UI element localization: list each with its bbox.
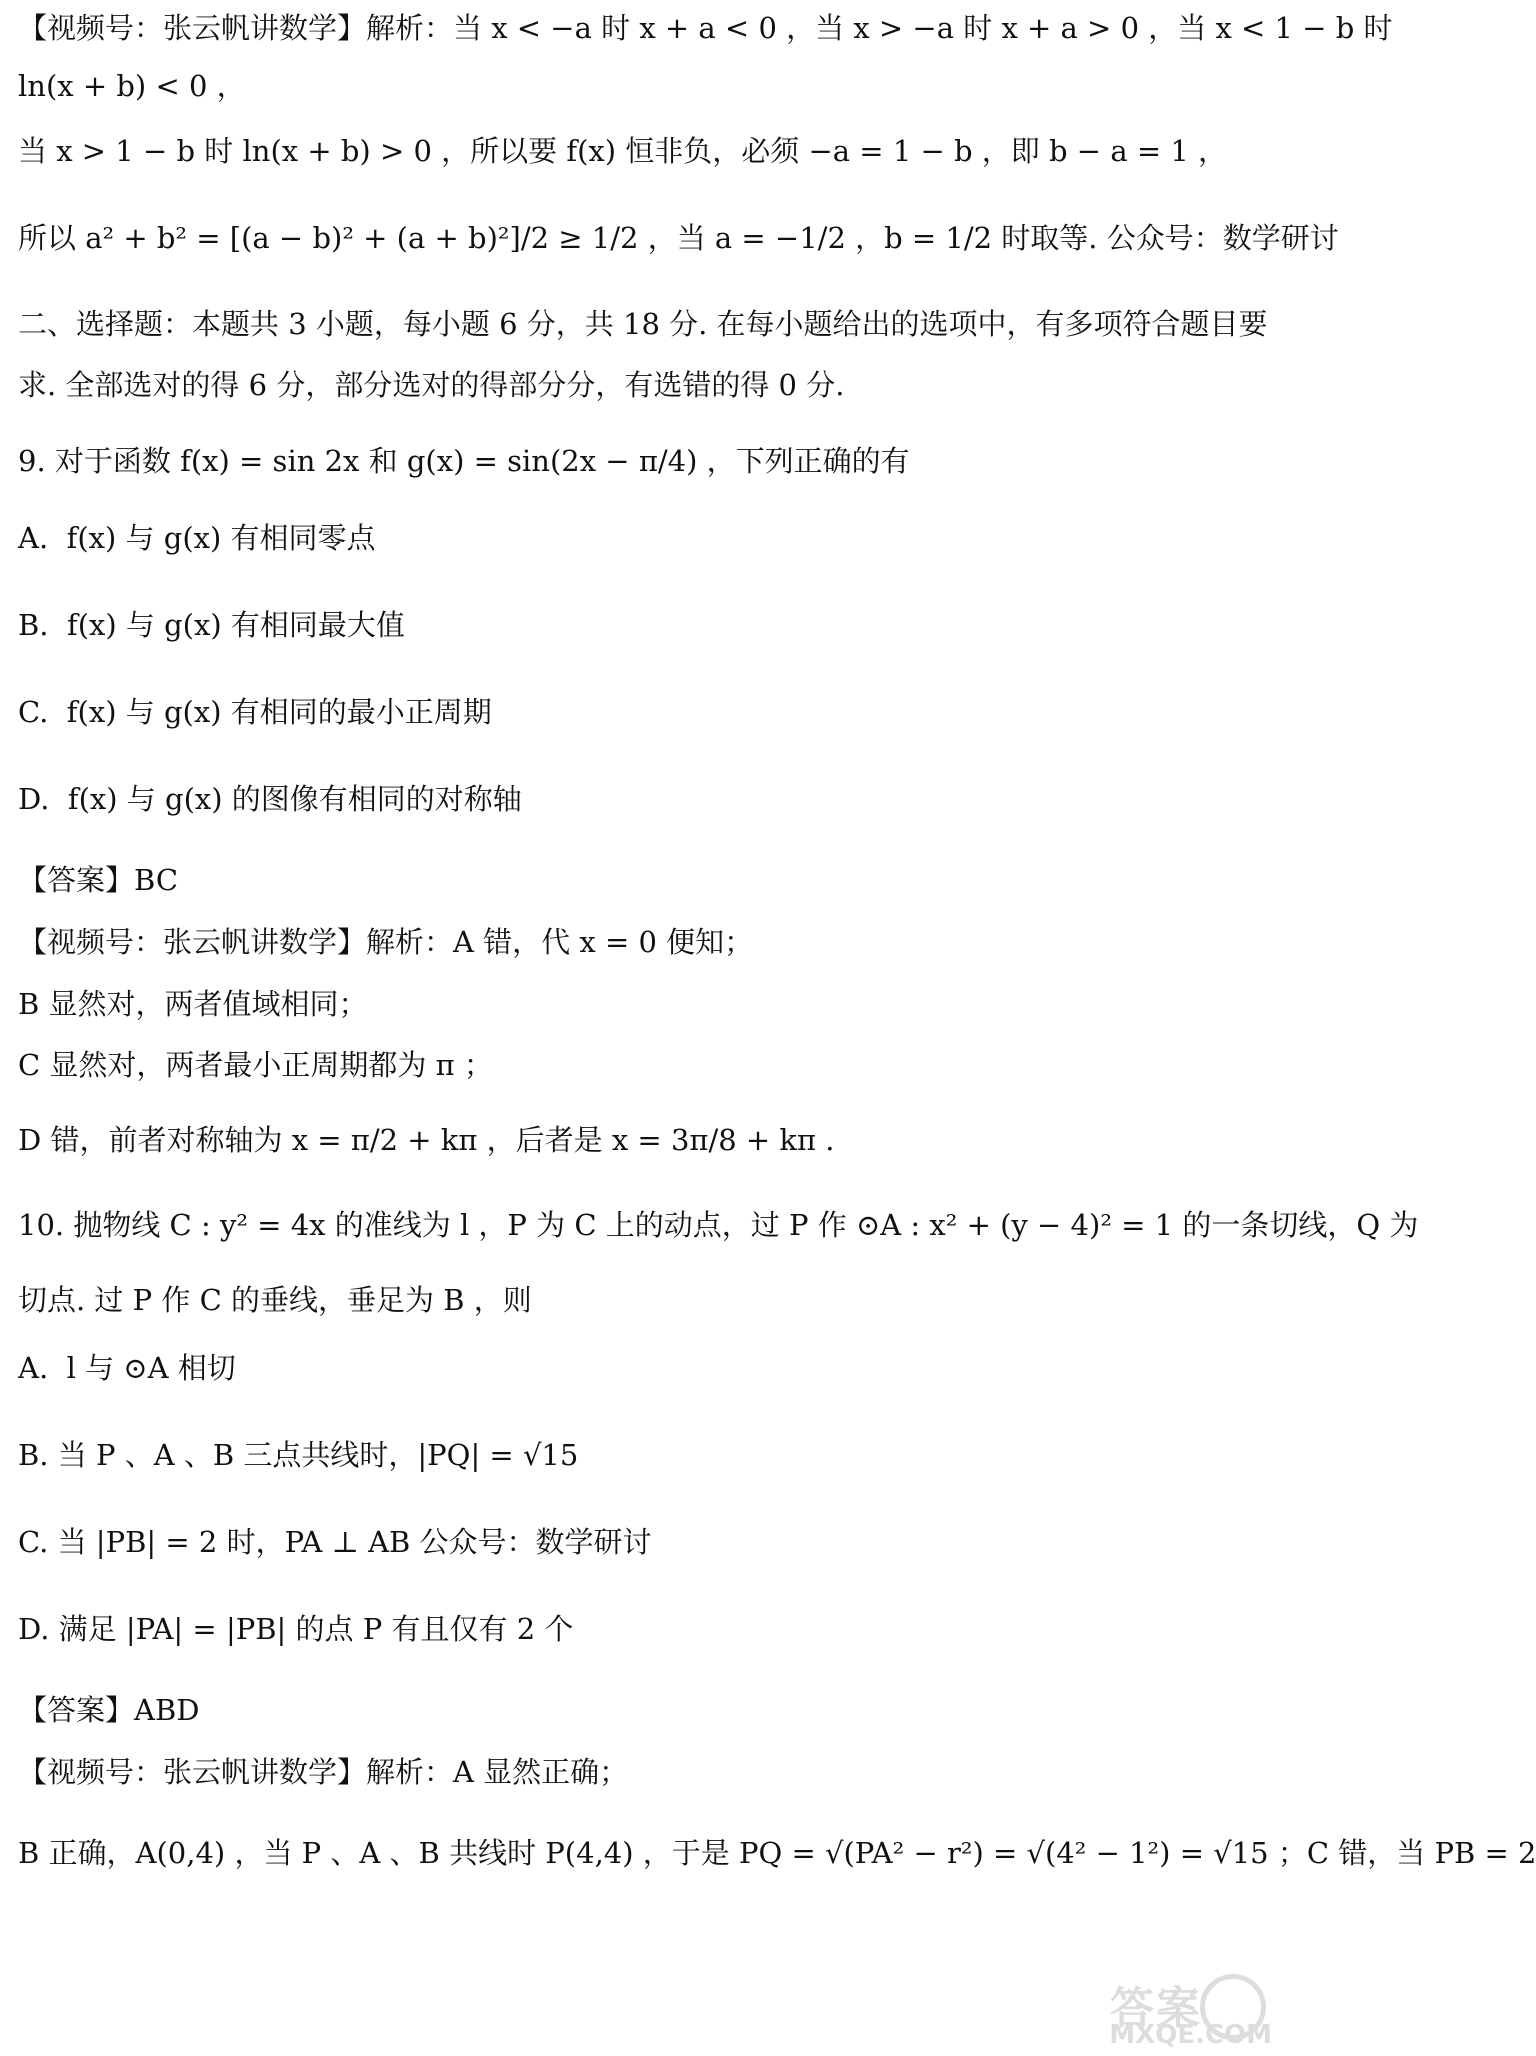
line-text: 【视频号：张云帆讲数学】解析：当 x < −a 时 x + a < 0 ，当 x > −a 时 x + a > 0 ，当 x < 1 − b 时 [18, 11, 1393, 45]
line-text: 切点. 过 P 作 C 的垂线，垂足为 B ，则 [18, 1283, 532, 1317]
text-line [18, 1280, 1270, 1320]
line-text: B 正确，A(0,4) ，当 P 、A 、B 共线时 P(4,4) ，于是 PQ = √(PA² − r²) = √(4² − 1²) = √15 ；C 错，当 PB = 2 [18, 1836, 1536, 1870]
line-text: A. l 与 ⊙A 相切 [18, 1351, 236, 1385]
line-text: 求. 全部选对的得 6 分，部分选对的得部分分，有选错的得 0 分. [18, 368, 845, 402]
text-line [18, 365, 1270, 405]
text-line [18, 1833, 1536, 1873]
line-text: 【视频号：张云帆讲数学】解析：A 显然正确； [18, 1755, 629, 1789]
line-text: B. 当 P 、A 、B 三点共线时，|PQ| = √15 [18, 1438, 579, 1472]
answer-line [18, 860, 1270, 900]
text-line [18, 922, 1270, 962]
text-line [18, 1120, 1270, 1160]
line-text: 当 x > 1 − b 时 ln(x + b) > 0 ，所以要 f(x) 恒非负，必须 −a = 1 − b ，即 b − a = 1 ， [18, 134, 1228, 168]
question-stem [18, 441, 1270, 481]
text-line [18, 984, 1270, 1024]
option-a [18, 518, 1270, 558]
text-line [18, 66, 1270, 106]
answer-line [18, 1690, 1270, 1730]
option-d [18, 1609, 1270, 1649]
line-text: D 错，前者对称轴为 x = π/2 + kπ ，后者是 x = 3π/8 + kπ . [18, 1123, 835, 1157]
option-b [18, 605, 1270, 645]
line-text: 9. 对于函数 f(x) = sin 2x 和 g(x) = sin(2x − π/4) ，下列正确的有 [18, 444, 910, 478]
line-text: 【视频号：张云帆讲数学】解析：A 错，代 x = 0 便知； [18, 925, 754, 959]
text-line [18, 131, 1270, 171]
option-c [18, 692, 1270, 732]
line-text: 【答案】BC [18, 863, 179, 897]
line-text: A. f(x) 与 g(x) 有相同零点 [18, 521, 376, 555]
text-line [18, 304, 1270, 344]
line-text: 10. 抛物线 C : y² = 4x 的准线为 l ，P 为 C 上的动点，过 P 作 ⊙A : x² + (y − 4)² = 1 的一条切线，Q 为 [18, 1208, 1419, 1242]
line-text: C. f(x) 与 g(x) 有相同的最小正周期 [18, 695, 492, 729]
watermark-site: MXQE.COM [1109, 2020, 1272, 2050]
line-text: B 显然对，两者值域相同； [18, 987, 368, 1021]
option-d [18, 779, 1270, 819]
watermark-brand: 答案 [1110, 1983, 1202, 2034]
text-line [18, 218, 1339, 258]
line-text: 【答案】ABD [18, 1693, 200, 1727]
text-line [18, 8, 1393, 48]
line-text: 所以 a² + b² = [(a − b)² + (a + b)²]/2 ≥ 1/2 ，当 a = −1/2 ，b = 1/2 时取等. 公众号：数学研讨 [18, 221, 1339, 255]
line-text: D. 满足 |PA| = |PB| 的点 P 有且仅有 2 个 [18, 1612, 574, 1646]
line-text: B. f(x) 与 g(x) 有相同最大值 [18, 608, 405, 642]
option-c [18, 1522, 1270, 1562]
line-text: ln(x + b) < 0 ， [18, 69, 246, 103]
line-text: C. 当 |PB| = 2 时，PA ⊥ AB 公众号：数学研讨 [18, 1525, 652, 1559]
line-text: C 显然对，两者最小正周期都为 π ； [18, 1048, 493, 1082]
text-line [18, 1045, 1270, 1085]
option-a [18, 1348, 1270, 1388]
option-b [18, 1435, 1270, 1475]
text-line [18, 1752, 1270, 1792]
line-text: 二、选择题：本题共 3 小题，每小题 6 分，共 18 分. 在每小题给出的选项中，有多项符合题目要 [18, 307, 1268, 341]
line-text: D. f(x) 与 g(x) 的图像有相同的对称轴 [18, 782, 522, 816]
watermark-logo [1082, 1972, 1272, 2050]
question-stem [18, 1205, 1419, 1245]
